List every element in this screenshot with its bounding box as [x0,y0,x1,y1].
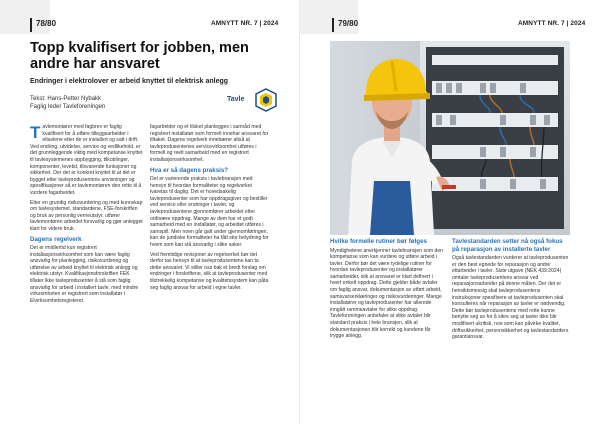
dropcap: T [30,123,41,142]
header-divider [30,18,32,32]
right-column-1 [330,238,444,343]
right-column-2 [452,238,570,344]
logo-mark-icon [255,88,277,112]
paragraph: Etter en grundig risikovurdering og med kunnskap om tavlesystemet, standardene, FSE-forskriften og bruk av personlig verneutstyr, utfører tavlemontøren arbeidet forsvarlig og gjør anlegget klart for videre bruk. [30,199,143,232]
paragraph: Det er imidlertid kun registrert installasjonsvirksomhet som kan være faglig ansvarlig for planlegging, risikovurdering og utførelse av arbeid knyttet til elektrisk anlegg og elektrisk utstyr. Kvalifikasjonsforskriften FEK tillater ikke tavleprodusenter å stå som faglig ansvarlig for arbeid i installert tavle, med mindre virksomheten er registrert som installatør i Elvirksomhetsregisteret. [30,245,139,304]
paragraph: Også tavlestandarden vurderer at tavleprodusenten er den best egnede for reparasjon og andre ettarbeider i tavler. Siste utgave (NEK 439:2024) omtaler tavleprodusentens ansvar ved reparasjonsarbeider på denne måten. Der det er hensiktsmessig skal tavleprodusentens instruksjoner spesifisere at tavleprodusenten skal konsulteres når reparasjon av tavler er nødvendig. Dette bør tavleprodusentene med rette kunne benytte seg av for å sikre seg at tavler ikke blir modifisert ukritisk, noe som kan påvirke kvalitet, driftssikkerhet, personsikkerhet og tavlestandarders garantiansvar. [452,255,569,341]
section-heading: Dagens regelverk [30,235,82,243]
section-heading: Hvilke formelle rutiner bør følges [330,238,427,245]
left-column-2 [150,124,270,294]
magazine-issue: AMNYTT NR. 7 | 2024 [211,20,279,27]
page-number-box [0,0,50,34]
paragraph: Ved fremtidige revisjoner av regelverket bør det derfor tas hensyn til at tavleprodusentene kan ta dette ansvaret. Vi stiller oss bak et bredt forslag om endringer i forskriftene, slik at tavleprodusenter med tilstrekkelig kompetanse og kvalitetssystem kan påta seg faglig ansvar for arbeid i egne tavler. [150,251,269,291]
intro-paragraph [30,124,143,197]
paragraph: Myndighetene anerkjenner tavlebransjen som den kompetanse som kan vurdere og utføre arbeid i tavler. Derfor bør det være tydelige rutiner for hvordan tavleprodusenter og installatører samarbeider, slik at ansvaret er klart definert i hvert enkelt oppdrag. Dette gjelder både avtaler om faglig ansvar, dokumentasjon av utført arbeid, samsvarserklæringer og risikovurderinger. Mange installatører og tavleprodusenter har allerede inngått rammeavtaler for slike oppdrag. Tavleforeningen anbefaler at slike avtaler blir standard praksis i hele bransjen, slik at dokumentasjonen blir korrekt og kundene får trygge anlegg. [330,247,443,340]
article-subheadline: Endringer i elektrolover er arbeid knyttet til elektrisk anlegg [30,78,229,85]
section-heading: Hva er så dagens praksis? [150,166,229,174]
article-headline: Topp kvalifisert for jobben, men andre har ansvaret [30,40,249,72]
logo-text: Tavle [227,96,245,103]
page-number-box [300,0,358,34]
electrician-photo [330,41,570,235]
page-number: 79/80 [338,19,359,28]
magazine-issue: AMNYTT NR. 7 | 2024 [518,20,586,27]
page-number: 78/80 [36,19,57,28]
left-column-1 [30,124,143,307]
right-page [300,0,600,424]
header-divider [332,18,334,32]
tavleforeningen-logo [227,88,277,114]
section-heading: Tavlestandarden setter nå også fokus på reparasjon av installerte tavler [452,238,563,253]
paragraph: fagarbeider og et tilsket planlegges i samråd med registrert installatør som formelt innehar ansvaret for tiltaket. Dagens regelverk innebærer altså at tavleprodusentenes servicevirksomhet utføres i formell og reelt samarbeid med en registrert installasjonsvirksomhet. [150,124,269,163]
electrician-illustration [330,41,570,235]
article-author-role: Faglig leder Tavleforeningen [30,104,106,110]
intro-text: avlemontører med fagbrev er faglig kvalifisert for å utføre tilleggsarbeider i eltavlene etter de er installert og satt i drift. Ved endring, utvidelse, service og vedlikehold, er det grunnleggende viktig med kompetanse knyttet til tavlesystemenes oppbygging, tilkoblinger, komponenter, levetid, tilsvarende funksjoner og sikkerhet. Der det er konkret knyttet til at det er bygget etter tavleprodusentens anvisninger og spesifikasjoner så er tavlemontøren den rette til å vurdere fagarbeidet. [30,124,143,196]
article-author: Tekst: Hans-Petter Nybakk [30,96,102,102]
paragraph: Det er varierende praksis i tavlebransjen med hensyn til hvordan formaliteter og regelverket ivaretas til daglig. Det er hovedsakelig tavleprodusenter som har oppdragsgiver og bestiller ved service eller endringer i tavler, og tavleprodusentene gjennomfører arbeidet etter ordinære oppdrag. Mange av dem har et godt samarbeid med en installatør, og arbeidet utføres i samspill. Men noen går galt under gjennomføringen, kan de juridiske formaliteter ha fått stor betydning for hvem som kan stå ansvarlig i slike saker. [150,176,269,248]
